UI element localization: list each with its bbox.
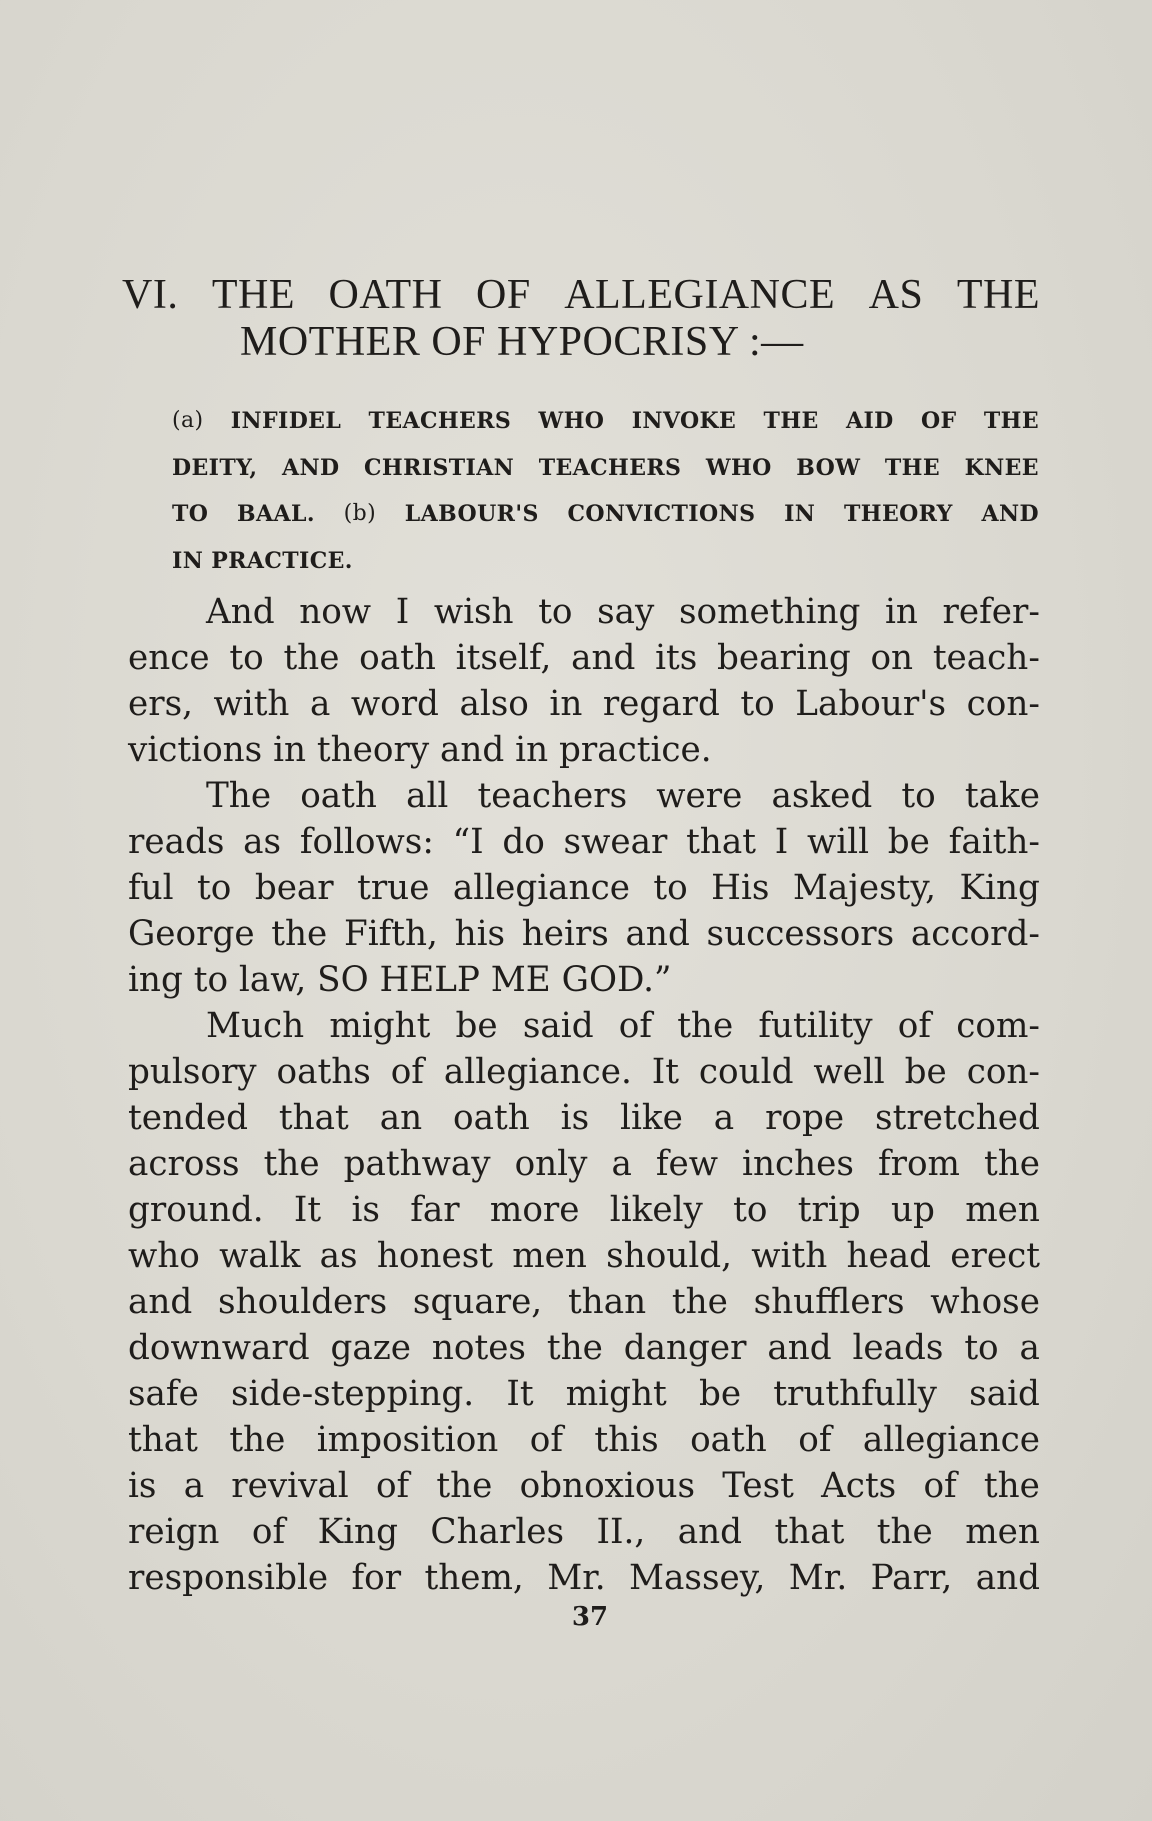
word: across <box>128 1144 240 1184</box>
word: danger <box>623 1328 747 1368</box>
paragraph-line <box>128 1187 1040 1233</box>
heading-word: AS <box>868 272 924 318</box>
word: with <box>213 684 290 724</box>
word: to <box>538 592 573 632</box>
word: far <box>410 1190 460 1230</box>
word: of <box>251 1512 286 1552</box>
paragraph-line <box>128 589 1040 635</box>
word: Fifth, <box>343 914 438 954</box>
word: honest <box>376 1236 493 1276</box>
word: take <box>964 776 1040 816</box>
word: bear <box>254 868 334 908</box>
word: of <box>529 1420 563 1460</box>
word: ful <box>128 868 174 908</box>
word: a <box>309 684 331 724</box>
word: could <box>698 1052 794 1092</box>
paragraph-line <box>128 865 1040 911</box>
word: I <box>774 822 789 862</box>
word: It <box>651 1052 679 1092</box>
word: also <box>459 684 529 724</box>
word: tended <box>128 1098 248 1138</box>
word: George <box>128 914 255 954</box>
word: teach- <box>932 638 1040 678</box>
word: them, <box>424 1558 524 1598</box>
word: itself, <box>455 638 552 678</box>
summary-word: TO <box>172 501 209 527</box>
summary-word: AID <box>846 408 894 434</box>
word: word <box>350 684 439 724</box>
body-text <box>128 589 1040 1601</box>
word: leads <box>852 1328 944 1368</box>
word: be <box>887 822 930 862</box>
word: for <box>351 1558 402 1598</box>
word: obnoxious <box>519 1466 696 1506</box>
word: imposition <box>316 1420 499 1460</box>
word: this <box>594 1420 659 1460</box>
word: of <box>897 1006 932 1046</box>
word: men <box>512 1236 587 1276</box>
paragraph-line <box>128 1463 1040 1509</box>
word: of <box>798 1420 832 1460</box>
word: Massey, <box>629 1558 766 1598</box>
word: in <box>884 592 918 632</box>
word: bearing <box>717 638 851 678</box>
heading-word: OF <box>475 272 531 318</box>
word: rope <box>765 1098 845 1138</box>
paragraph-line <box>128 773 1040 819</box>
word: the <box>546 1328 603 1368</box>
word: ence <box>128 638 210 678</box>
word: refer- <box>942 592 1040 632</box>
word: follows: <box>299 822 434 862</box>
paragraph-line <box>128 1325 1040 1371</box>
paragraph-line <box>128 1555 1040 1601</box>
word: said <box>969 1374 1040 1414</box>
word: Mr. <box>788 1558 848 1598</box>
word: men <box>965 1512 1040 1552</box>
word: men <box>965 1190 1040 1230</box>
summary-row <box>172 538 1039 585</box>
summary-word: THE <box>983 408 1039 434</box>
word: should, <box>606 1236 733 1276</box>
word: con- <box>966 684 1040 724</box>
word: an <box>379 1098 423 1138</box>
word: the <box>436 1466 493 1506</box>
chapter-numeral: VI. <box>122 272 179 318</box>
word: faith- <box>948 822 1040 862</box>
chapter-heading-line-1 <box>122 272 1040 319</box>
word: will <box>806 822 870 862</box>
word: who <box>128 1236 200 1276</box>
word: to <box>964 1328 999 1368</box>
paragraph-line <box>128 1417 1040 1463</box>
word: on <box>870 638 914 678</box>
word: Acts <box>821 1466 897 1506</box>
word: to <box>901 776 936 816</box>
word: accord- <box>910 914 1040 954</box>
word: the <box>876 1512 933 1552</box>
word: is <box>128 1466 157 1506</box>
word: responsible <box>128 1558 329 1598</box>
word: the <box>263 1144 320 1184</box>
word: ers, <box>128 684 193 724</box>
paragraph-line <box>128 1509 1040 1555</box>
chapter-summary <box>172 398 1039 584</box>
word: than <box>567 1282 647 1322</box>
word: downward <box>128 1328 310 1368</box>
word: stretched <box>875 1098 1040 1138</box>
word: well <box>813 1052 885 1092</box>
word: shufflers <box>753 1282 905 1322</box>
summary-word: THE <box>763 408 819 434</box>
word: up <box>891 1190 935 1230</box>
word: as <box>319 1236 358 1276</box>
summary-word: IN PRACTICE. <box>172 547 353 574</box>
word: whose <box>930 1282 1040 1322</box>
word: say <box>597 592 655 632</box>
word: to <box>733 1190 768 1230</box>
word: allegiance <box>862 1420 1040 1460</box>
word: ground. <box>128 1190 264 1230</box>
word: few <box>655 1144 719 1184</box>
word: and <box>677 1512 742 1552</box>
word: the <box>283 638 340 678</box>
word: as <box>243 822 282 862</box>
word: oath <box>690 1420 767 1460</box>
paragraph-line <box>128 1233 1040 1279</box>
word: to <box>653 868 688 908</box>
word: of <box>390 1052 424 1092</box>
word: Much <box>206 1006 305 1046</box>
word: and <box>975 1558 1040 1598</box>
word: is <box>560 1098 590 1138</box>
word: be <box>455 1006 498 1046</box>
word: all <box>406 776 449 816</box>
word: oaths <box>276 1052 371 1092</box>
word: oath <box>359 638 436 678</box>
word: something <box>678 592 861 632</box>
summary-word: IN <box>784 501 816 527</box>
summary-word: CHRISTIAN <box>363 454 515 481</box>
summary-word: TEACHERS <box>538 454 682 481</box>
word: in <box>549 684 583 724</box>
summary-word: BAAL. <box>237 501 315 527</box>
word: And <box>206 592 275 632</box>
word: pulsory <box>128 1052 257 1092</box>
word: like <box>620 1098 683 1138</box>
word: the <box>677 1006 734 1046</box>
word: gaze <box>330 1328 411 1368</box>
word: its <box>655 638 698 678</box>
word: now <box>299 592 372 632</box>
word: The <box>206 776 272 816</box>
word: were <box>656 776 743 816</box>
summary-word: (b) <box>343 501 377 526</box>
word: Labour's <box>795 684 947 724</box>
summary-word: INVOKE <box>631 408 737 434</box>
paragraph-line <box>128 1049 1040 1095</box>
summary-row <box>172 398 1039 445</box>
word: successors <box>706 914 895 954</box>
word: Mr. <box>547 1558 606 1598</box>
word: with <box>751 1236 828 1276</box>
word: swear <box>563 822 668 862</box>
word: and <box>767 1328 832 1368</box>
word: the <box>671 1282 728 1322</box>
summary-word: THEORY <box>843 501 953 527</box>
word: Charles <box>430 1512 565 1552</box>
word: Test <box>722 1466 794 1506</box>
summary-word: OF <box>920 408 957 434</box>
paragraph-line <box>128 681 1040 727</box>
word: truthfully <box>773 1374 937 1414</box>
summary-word: AND <box>981 501 1039 527</box>
word: Majesty, <box>792 868 937 908</box>
summary-word: TEACHERS <box>368 408 512 434</box>
word: His <box>711 868 770 908</box>
summary-word: INFIDEL <box>230 408 342 434</box>
word: square, <box>412 1282 543 1322</box>
word: might <box>329 1006 431 1046</box>
word: from <box>877 1144 960 1184</box>
summary-word: THE <box>884 454 941 481</box>
paragraph-line <box>128 635 1040 681</box>
word: com- <box>956 1006 1040 1046</box>
word: pathway <box>343 1144 491 1184</box>
word: to <box>229 638 264 678</box>
paragraph-line <box>128 819 1040 865</box>
heading-word: THE <box>211 272 295 318</box>
summary-word: DEITY, <box>172 454 258 481</box>
word: said <box>522 1006 594 1046</box>
word: oath <box>453 1098 530 1138</box>
word: only <box>514 1144 588 1184</box>
summary-word: CONVICTIONS <box>567 501 756 527</box>
word: of <box>923 1466 957 1506</box>
summary-word: BOW <box>796 454 861 481</box>
word: walk <box>219 1236 301 1276</box>
word: futility <box>758 1006 873 1046</box>
summary-word: KNEE <box>964 454 1039 481</box>
word: the <box>983 1144 1040 1184</box>
word: con- <box>966 1052 1040 1092</box>
word: the <box>983 1466 1040 1506</box>
chapter-heading-line-2: MOTHER OF HYPOCRISY :— <box>240 319 804 365</box>
word: of <box>375 1466 410 1506</box>
summary-row <box>172 445 1039 492</box>
chapter-heading <box>122 272 1040 366</box>
word: to <box>740 684 775 724</box>
heading-word: ALLEGIANCE <box>564 272 836 318</box>
word: I <box>395 592 410 632</box>
word: and <box>128 1282 193 1322</box>
page-number: 37 <box>571 1602 609 1632</box>
word: side-stepping. <box>231 1374 475 1414</box>
word: It <box>293 1190 322 1230</box>
paragraph-line <box>128 1141 1040 1187</box>
paragraph-line <box>128 1371 1040 1417</box>
word: of <box>618 1006 653 1046</box>
word: oath <box>300 776 377 816</box>
word: teachers <box>477 776 628 816</box>
word: allegiance. <box>443 1052 632 1092</box>
summary-row <box>172 491 1039 538</box>
summary-word: (a) <box>172 408 204 433</box>
word: notes <box>431 1328 526 1368</box>
word: be <box>904 1052 947 1092</box>
word: II., <box>596 1512 646 1552</box>
word: that <box>128 1420 198 1460</box>
summary-word: AND <box>281 454 340 481</box>
word: King <box>317 1512 398 1552</box>
word: the <box>229 1420 286 1460</box>
word: likely <box>609 1190 703 1230</box>
word: Parr, <box>870 1558 953 1598</box>
word: It <box>506 1374 534 1414</box>
word: asked <box>771 776 873 816</box>
summary-word: LABOUR'S <box>404 501 539 527</box>
summary-word: WHO <box>705 454 772 481</box>
word: safe <box>128 1374 199 1414</box>
word: is <box>351 1190 380 1230</box>
word: that <box>774 1512 845 1552</box>
paragraph-line <box>128 1095 1040 1141</box>
word: true <box>357 868 430 908</box>
word: a <box>713 1098 735 1138</box>
word: trip <box>797 1190 861 1230</box>
word: regard <box>602 684 720 724</box>
word: inches <box>742 1144 854 1184</box>
paragraph-line <box>128 1279 1040 1325</box>
word: King <box>959 868 1040 908</box>
word: reign <box>128 1512 220 1552</box>
word: reads <box>128 822 225 862</box>
paragraph-line <box>128 1003 1040 1049</box>
word: and <box>571 638 636 678</box>
word: allegiance <box>452 868 630 908</box>
word: “I <box>452 822 484 862</box>
heading-word: OATH <box>328 272 443 318</box>
word: be <box>698 1374 742 1414</box>
summary-word: WHO <box>538 408 605 434</box>
paragraph-line: victions in theory and in practice. <box>128 730 712 770</box>
word: that <box>278 1098 349 1138</box>
word: that <box>686 822 756 862</box>
word: and <box>625 914 690 954</box>
word: heirs <box>521 914 609 954</box>
word: a <box>611 1144 632 1184</box>
paragraph-line: ing to law, SO HELP ME GOD.” <box>128 960 672 1000</box>
word: to <box>197 868 232 908</box>
word: shoulders <box>218 1282 388 1322</box>
word: do <box>502 822 545 862</box>
word: revival <box>231 1466 349 1506</box>
paragraph-line <box>128 911 1040 957</box>
word: head <box>846 1236 932 1276</box>
word: a <box>183 1466 205 1506</box>
word: more <box>489 1190 580 1230</box>
word: the <box>271 914 328 954</box>
heading-word: THE <box>956 272 1040 318</box>
word: wish <box>433 592 514 632</box>
word: his <box>454 914 506 954</box>
word: a <box>1019 1328 1040 1368</box>
word: might <box>565 1374 667 1414</box>
word: erect <box>950 1236 1040 1276</box>
